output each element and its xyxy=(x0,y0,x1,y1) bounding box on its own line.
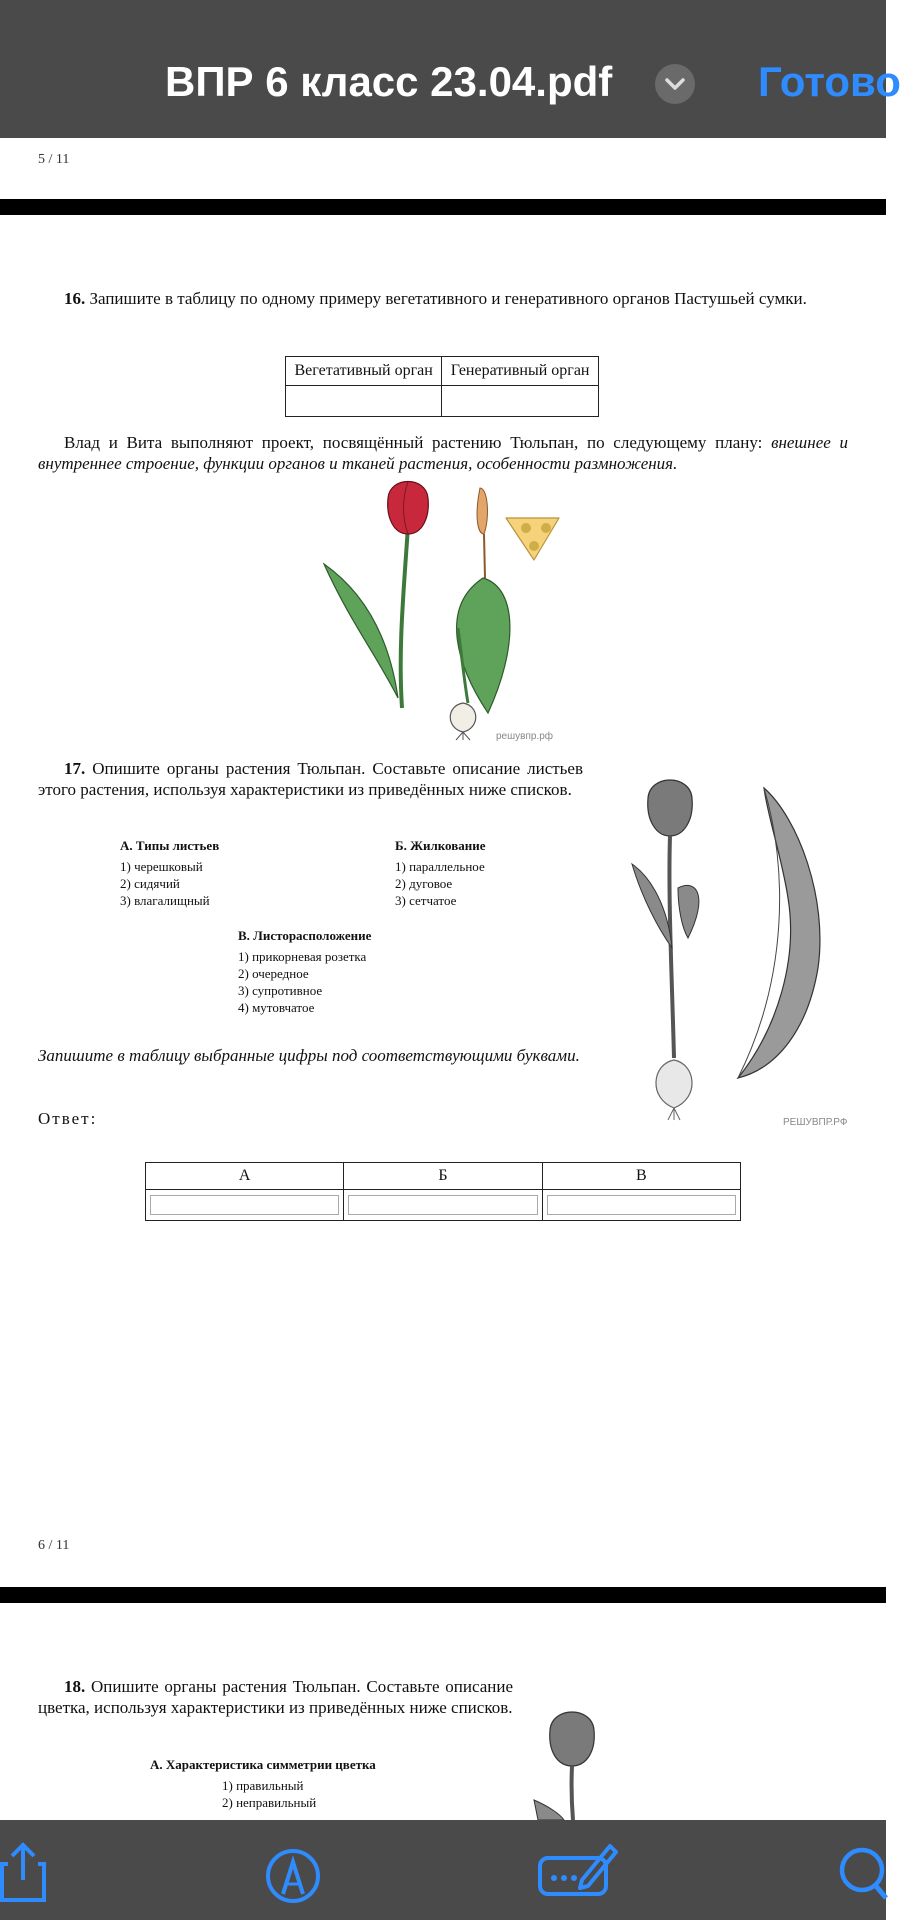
list-item: 2) дуговое xyxy=(395,876,453,891)
list-a xyxy=(120,837,219,909)
task-18-list-a xyxy=(150,1756,376,1811)
task-16-col2: Генеративный орган xyxy=(442,357,599,386)
col-header-b: Б xyxy=(344,1163,542,1190)
answer-label: Ответ: xyxy=(38,1109,98,1128)
task-17-number: 17. xyxy=(64,759,86,778)
list-item: 1) черешковый xyxy=(120,859,203,874)
list-item: 2) очередное xyxy=(238,966,309,981)
signature-icon[interactable] xyxy=(538,1840,618,1900)
share-icon[interactable] xyxy=(0,1842,50,1902)
list-item: 2) неправильный xyxy=(222,1795,317,1810)
tulip-color-illustration xyxy=(318,478,568,740)
task-16-text: Запишите в таблицу по одному примеру вегетативного и генеративного органов Пастушьей сумки. xyxy=(89,289,807,308)
task-16-answer-cell[interactable] xyxy=(286,386,442,417)
done-button[interactable]: Готово xyxy=(758,58,901,105)
task-16-table xyxy=(285,356,599,417)
list-c-title: В. Листорасположение xyxy=(238,928,372,943)
task-18-text: Опишите органы растения Тюльпан. Составьте описание цветка, используя характеристики из приведённых ниже списков. xyxy=(38,1677,514,1717)
watermark: РЕШУВПР.РФ xyxy=(783,1117,848,1128)
watermark: решувпр.рф xyxy=(496,731,554,742)
task-16-number: 16. xyxy=(64,289,86,308)
search-icon[interactable] xyxy=(832,1844,886,1904)
tulip-gray-illustration xyxy=(628,778,838,1138)
task-18-number: 18. xyxy=(64,1677,86,1696)
intro-text: Влад и Вита выполняют проект, посвящённый растению Тюльпан, по следующему плану: xyxy=(64,433,763,452)
list-b-title: Б. Жилкование xyxy=(395,838,486,853)
task-17-text: Опишите органы растения Тюльпан. Составьте описание листьев этого растения, используя характеристики из приведённых ниже списков. xyxy=(38,759,583,799)
col-header-a: А xyxy=(146,1163,344,1190)
task-17-table xyxy=(145,1162,741,1221)
title-menu-button[interactable] xyxy=(655,64,695,104)
list-item: 3) влагалищный xyxy=(120,893,210,908)
list-c xyxy=(238,927,371,1016)
document-title[interactable]: ВПР 6 класс 23.04.pdf xyxy=(165,58,613,105)
list-a-title: А. Типы листьев xyxy=(120,838,220,853)
col-header-v: В xyxy=(542,1163,740,1190)
list-item: 2) сидячий xyxy=(120,876,180,891)
page-separator xyxy=(0,1587,886,1603)
bottom-toolbar xyxy=(0,1820,886,1920)
list-item: 3) сетчатое xyxy=(395,893,457,908)
task-18 xyxy=(38,1676,513,1718)
markup-icon[interactable] xyxy=(265,1848,321,1904)
tulip-gray-illustration xyxy=(530,1708,620,1820)
list-b xyxy=(395,837,486,909)
list-item: 4) мутовчатое xyxy=(238,1000,315,1015)
task-17 xyxy=(38,758,583,800)
answer-cell[interactable] xyxy=(344,1190,542,1221)
list-item: 1) прикорневая розетка xyxy=(238,949,367,964)
page-number: 6 / 11 xyxy=(38,1538,70,1553)
list-item: 3) супротивное xyxy=(238,983,323,998)
task-18-list-a-title: А. Характеристика симметрии цветка xyxy=(150,1757,376,1772)
answer-cell[interactable] xyxy=(146,1190,344,1221)
answer-cell[interactable] xyxy=(542,1190,740,1221)
task-16-col1: Вегетативный орган xyxy=(286,357,442,386)
task-16 xyxy=(38,288,848,309)
chevron-down-icon xyxy=(655,64,695,104)
task-16-answer-cell[interactable] xyxy=(442,386,599,417)
list-item: 1) правильный xyxy=(222,1778,304,1793)
task-17-instruction: Запишите в таблицу выбранные цифры под соответствующими буквами. xyxy=(38,1046,580,1065)
page-separator xyxy=(0,199,886,215)
page-number: 5 / 11 xyxy=(38,152,70,167)
project-intro xyxy=(38,432,848,474)
top-bar xyxy=(0,0,901,138)
intro-italic: внешнее и внутреннее строение, функции органов и тканей растения, особенности размножения. xyxy=(38,433,849,473)
list-item: 1) параллельное xyxy=(395,859,485,874)
